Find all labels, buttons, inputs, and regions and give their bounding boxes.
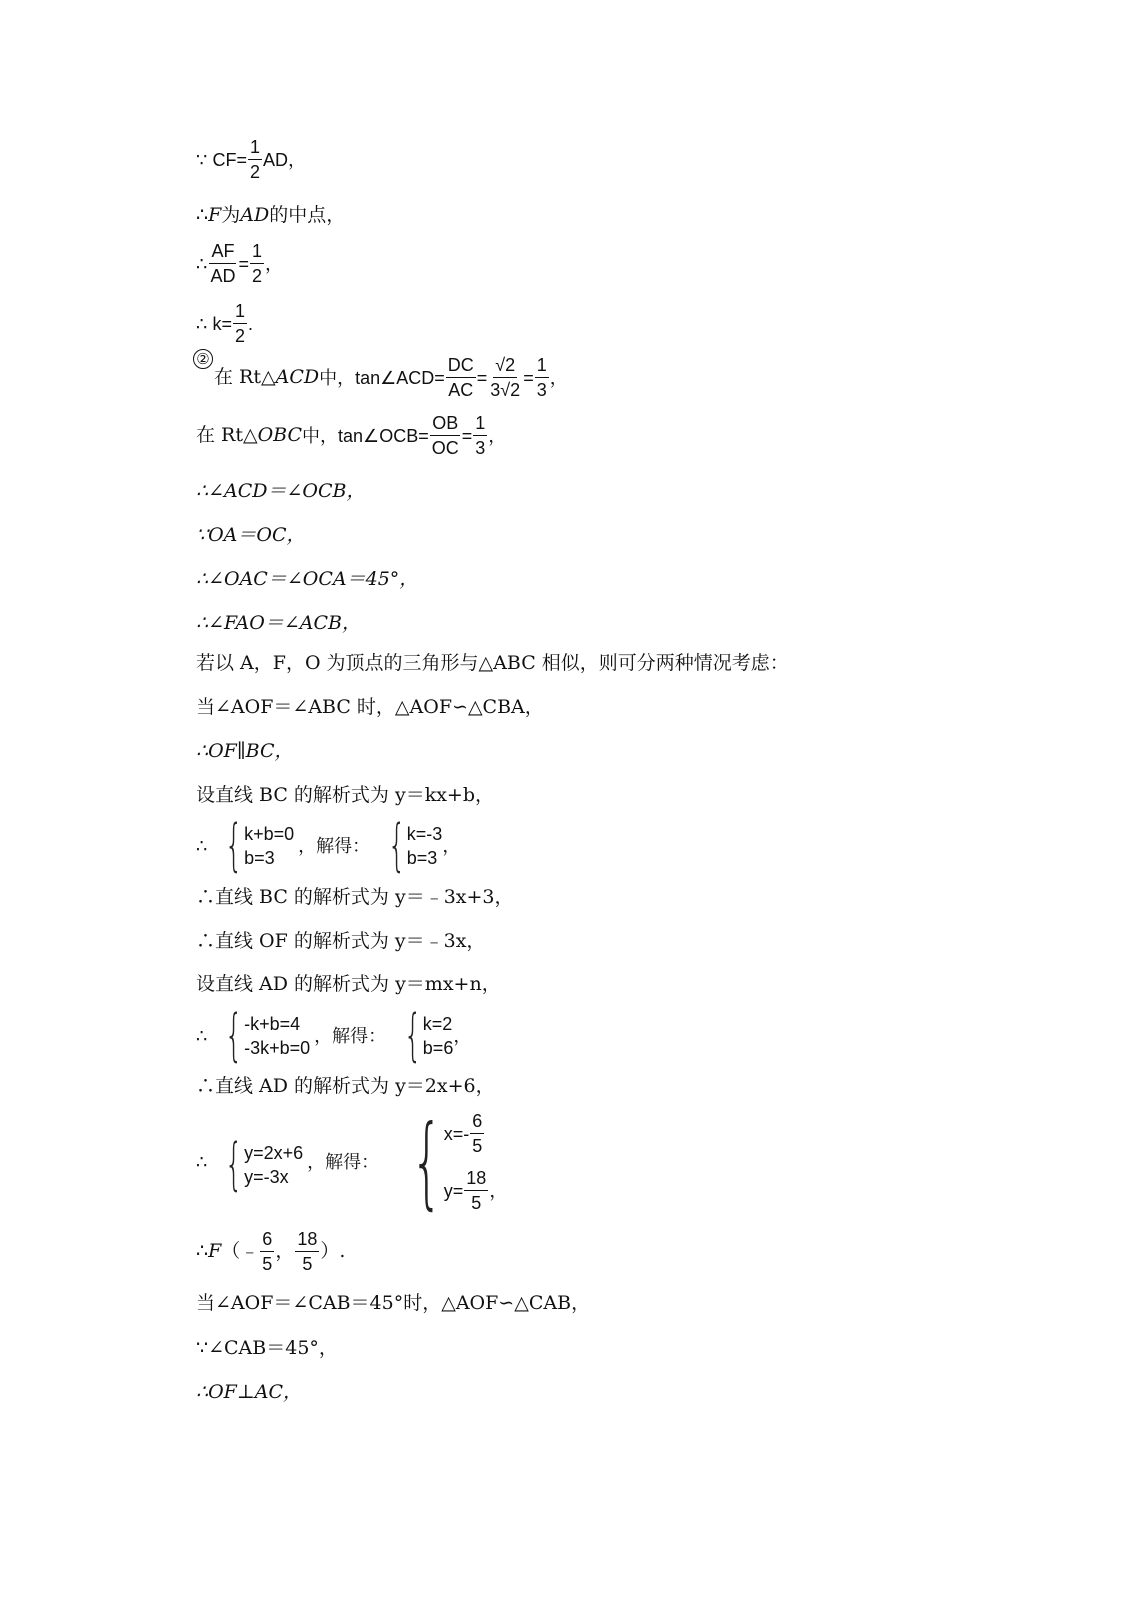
step-angle-acd-eq-ocb: ∴∠ACD＝∠OCB，: [196, 480, 366, 502]
step-set-ad-equation: 设直线 AD 的解析式为 y＝mx+n，: [196, 973, 501, 995]
step-case-one: 当∠AOF＝∠ABC 时，△AOF∽△CBA，: [196, 696, 544, 718]
step-k-value: ∴ k= $\frac{1}{2}$ .: [196, 301, 253, 346]
step-point-f: ∴ F （﹣ 6 5 ， 18 5 ）.: [196, 1229, 346, 1274]
step-ad-equation: ∴直线 AD 的解析式为 y＝2x+6，: [196, 1075, 495, 1097]
fraction-ob-oc: $\frac{OB}{OC}$: [431, 413, 459, 458]
fraction-eighteen-fifths: $\frac{18}{5}$: [466, 1168, 487, 1213]
step-af-ad-ratio: ∴ $\frac{AF}{AD}$ = $\frac{1}{2}$ ，: [196, 241, 283, 286]
solution-system: { k=2 b=6: [403, 1003, 454, 1068]
fraction-one-third: $\frac{1}{3}$: [536, 355, 547, 400]
equation-system: { k+b=0 b=3: [225, 813, 295, 878]
step-bc-equation: ∴直线 BC 的解析式为 y＝﹣3x+3，: [196, 886, 514, 908]
step-of-perp-ac: ∴OF⊥AC，: [196, 1381, 302, 1403]
step-oa-eq-oc: ∵OA＝OC，: [196, 524, 306, 546]
step-tan-ocb: 在 Rt△ OBC 中，tan∠OCB= $\frac{OB}{OC}$ = $\frac{1}{3}$ ，: [196, 413, 507, 458]
fraction-one-half: $\frac{1}{2}$: [234, 301, 245, 346]
solution-system: { x=- 6 5 y= $\frac{18}{5}$ ，: [410, 1103, 508, 1220]
part-two-marker: ②: [193, 349, 213, 369]
step-case-two: 当∠AOF＝∠CAB＝45°时，△AOF∽△CAB，: [196, 1292, 591, 1314]
step-of-equation: ∴直线 OF 的解析式为 y＝﹣3x，: [196, 930, 486, 952]
fraction-eighteen-fifths: 18 5: [297, 1229, 318, 1274]
step-angle-oac-45: ∴∠OAC＝∠OCA＝45°，: [196, 568, 419, 590]
step-of-parallel-bc: ∴OF∥BC，: [196, 740, 294, 762]
step-f-midpoint: ∴ F 为 AD 的中点，: [196, 204, 346, 226]
step-angle-cab-45: ∵∠CAB＝45°，: [196, 1337, 338, 1359]
step-angle-fao-eq-acb: ∴∠FAO＝∠ACB，: [196, 612, 361, 634]
equation-system: { -k+b=4 -3k+b=0: [225, 1003, 311, 1068]
step-set-bc-equation: 设直线 BC 的解析式为 y＝kx+b，: [196, 784, 495, 806]
fraction-sqrt2-over-3sqrt2: $\frac{√2}{3√2}$: [490, 355, 521, 400]
step-system-bc: ∴ { k+b=0 b=3 ，解得： { k=-3 b=3 ，: [196, 813, 461, 878]
fraction-six-fifths: 6 5: [472, 1111, 483, 1156]
step-cf-half-ad: ∵ CF= $\frac{1}{2}$ AD，: [196, 137, 306, 182]
fraction-af-ad: $\frac{AF}{AD}$: [210, 241, 236, 286]
step-system-ad: ∴ { -k+b=4 -3k+b=0 ，解得： { k=2 b=6 ，: [196, 1003, 472, 1068]
step-similarity-cases: 若以 A，F，O 为顶点的三角形与△ABC 相似，则可分两种情况考虑：: [196, 652, 789, 674]
equation-system: { y=2x+6 y=-3x: [225, 1132, 304, 1197]
fraction-six-fifths: 6 5: [262, 1229, 273, 1274]
fraction-one-third: $\frac{1}{3}$: [475, 413, 486, 458]
fraction-dc-ac: $\frac{DC}{AC}$: [447, 355, 474, 400]
fraction-one-half: $\frac{1}{2}$: [249, 137, 260, 182]
step-tan-acd: 在 Rt△ ACD 中，tan∠ACD= $\frac{DC}{AC}$ = $\frac{√2}{3√2}$ = $\frac{1}{3}$ ，: [214, 355, 568, 400]
step-system-intersection: ∴ { y=2x+6 y=-3x ，解得： { x=- 6 5 y= $\frac{18}{5}$ ，: [196, 1103, 508, 1220]
solution-system: { k=-3 b=3: [387, 813, 443, 878]
fraction-one-half: $\frac{1}{2}$: [251, 241, 262, 286]
